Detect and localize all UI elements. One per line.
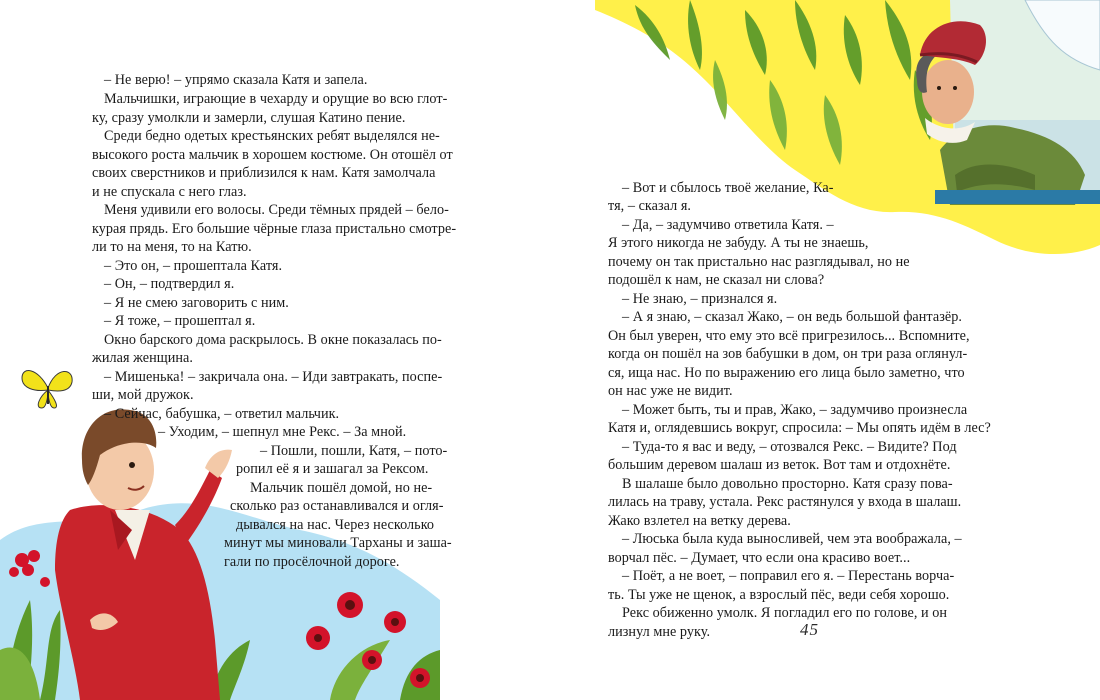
text-line: – Люська была куда выносливей, чем эта воображала, – [622,531,962,547]
text-line: – Сейчас, бабушка, – ответил мальчик. [104,406,340,422]
text-line: Катя и, оглядевшись вокруг, спросила: – Мы опять идём в лес? [608,420,991,436]
text-line: Среди бедно одетых крестьянских ребят выделялся не- [104,128,440,144]
text-line: – Пошли, пошли, Катя, – пото- [260,443,448,459]
text-line: дывался на нас. Через несколько [236,517,435,533]
text-line: ку, сразу умолкли и замерли, слушая Катино пение. [92,110,406,126]
text-line: – Может быть, ты и прав, Жако, – задумчиво произнесла [622,402,968,418]
text-line: – Уходим, – шепнул мне Рекс. – За мной. [158,424,407,440]
text-line: лилась на траву, устала. Рекс растянулся у входа в шалаш. [608,494,962,510]
text-line: – Туда-то я вас и веду, – отозвался Рекс. – Видите? Под [622,439,957,455]
text-line: Мальчишки, играющие в чехарду и орущие во всю глот- [104,91,448,107]
text-line: минут мы миновали Тарханы и заша- [224,535,452,551]
text-line: подошёл к нам, не сказал ни слова? [608,272,825,288]
text-line: – Да, – задумчиво ответила Катя. – [622,217,834,233]
text-line: большим деревом шалаш из веток. Вот там и отдохнёте. [608,457,951,473]
text-line: высокого роста мальчик в хорошем костюме. Он отошёл от [92,147,453,163]
page-number: 45 [800,620,819,639]
text-line: ся, ища нас. Но по выражению его лица было заметно, что [608,365,965,381]
text-line: – Он, – подтвердил я. [104,276,235,292]
text-line: Он был уверен, что ему это всё пригрезилось... Вспомните, [608,328,970,344]
text-line: Мальчик пошёл домой, но не- [250,480,433,496]
text-line: ть. Ты уже не щенок, а взрослый пёс, веди себя хорошо. [608,587,950,603]
text-line: и не спускала с него глаз. [92,184,247,200]
text-line: ворчал пёс. – Думает, что если она красиво воет... [608,550,911,566]
text-line: – Это он, – прошептала Катя. [104,258,283,274]
text-line: ши, мой дружок. [92,387,194,403]
text-line: – Не верю! – упрямо сказала Катя и запела. [104,72,368,88]
text-line: Рекс обиженно умолк. Я погладил его по голове, и он [622,605,948,621]
text-line: Я этого никогда не забуду. А ты не знаешь, [608,235,869,251]
text-line: Жако взлетел на ветку дерева. [608,513,791,529]
text-line: он нас уже не видит. [608,383,733,399]
text-line: когда он пошёл на зов бабушки в дом, он три раза оглянул- [608,346,968,362]
text-line: курая прядь. Его большие чёрные глаза пристально смотре- [92,221,457,237]
butterfly-illustration [18,362,78,414]
text-line: – Я не смею заговорить с ним. [104,295,289,311]
text-line: – Мишенька! – закричала она. – Иди завтракать, поспе- [104,369,443,385]
text-line: ли то на меня, то на Катю. [92,239,252,255]
text-line: тя, – сказал я. [608,198,692,214]
text-line: сколько раз останавливался и огля- [230,498,444,514]
text-line: В шалаше было довольно просторно. Катя сразу пова- [622,476,953,492]
text-line: – Не знаю, – признался я. [622,291,778,307]
text-line: ропил её я и зашагал за Рексом. [236,461,429,477]
text-line: – Поёт, а не воет, – поправил его я. – Перестань ворча- [622,568,955,584]
text-line: лизнул мне руку. [608,624,711,640]
text-line: – Я тоже, – прошептал я. [104,313,256,329]
text-line: – Вот и сбылось твоё желание, Ка- [622,180,834,196]
text-line: – А я знаю, – сказал Жако, – он ведь большой фантазёр. [622,309,962,325]
text-line: Меня удивили его волосы. Среди тёмных прядей – бело- [104,202,449,218]
text-line: Окно барского дома раскрылось. В окне показалась по- [104,332,442,348]
text-line: почему он так пристально нас разглядывал, но не [608,254,910,270]
text-line: своих сверстников и приблизился к нам. Катя замолчала [92,165,436,181]
text-line: жилая женщина. [92,350,194,366]
text-line: гали по просёлочной дороге. [224,554,400,570]
